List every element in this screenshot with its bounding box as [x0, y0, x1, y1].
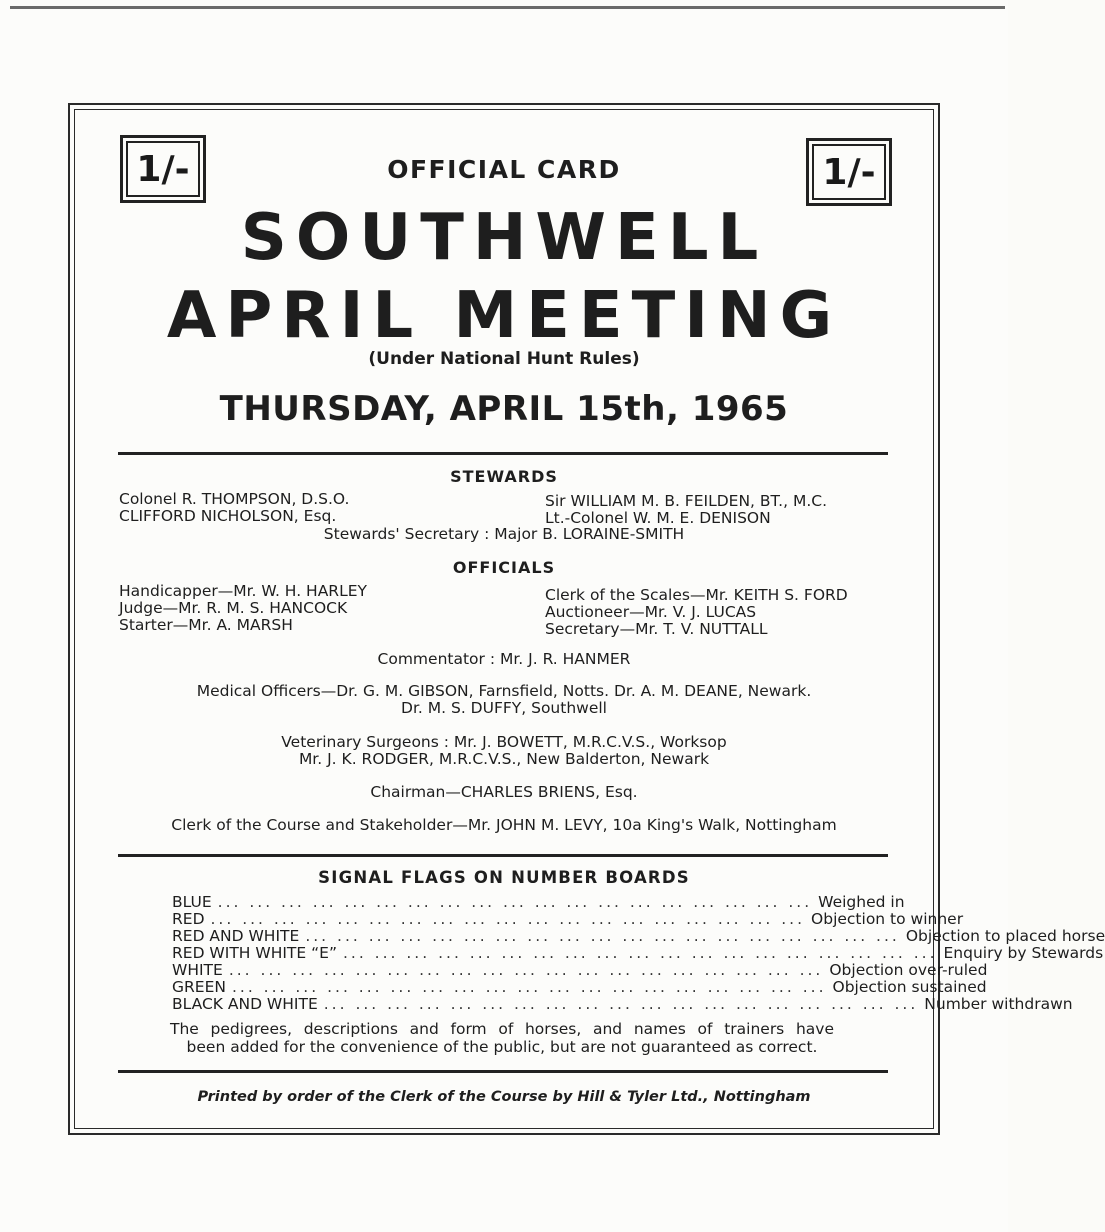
flag-meaning: Number withdrawn — [924, 995, 1073, 1013]
veterinary-surgeons-2: Mr. J. K. RODGER, M.R.C.V.S., New Balderton, Newark — [298, 750, 710, 768]
commentator: Commentator : Mr. J. R. HANMER — [377, 650, 631, 668]
price-badge-left: 1/- — [120, 135, 206, 203]
signal-flags-heading: SIGNAL FLAGS ON NUMBER BOARDS — [318, 868, 690, 887]
steward-right-1: Sir WILLIAM M. B. FEILDEN, BT., M.C. — [545, 492, 827, 510]
flag-meaning: Enquiry by Stewards — [943, 944, 1104, 962]
leader-dots: ... ... ... ... ... ... ... ... ... ... ... ... ... ... ... ... ... ... ... — [231, 978, 827, 996]
stewards-heading: STEWARDS — [450, 467, 558, 486]
official-right-3: Secretary—Mr. T. V. NUTTALL — [545, 620, 768, 638]
flag-row — [172, 927, 1105, 945]
officials-heading: OFFICIALS — [452, 558, 556, 577]
flag-name: WHITE — [172, 961, 223, 979]
flag-row — [172, 893, 905, 911]
flag-name: BLUE — [172, 893, 212, 911]
steward-left-1: Colonel R. THOMPSON, D.S.O. — [119, 490, 350, 508]
price-badge-right: 1/- — [806, 138, 892, 206]
rules-subtitle: (Under National Hunt Rules) — [368, 349, 640, 369]
divider — [118, 1070, 888, 1073]
flag-meaning: Objection to placed horse — [905, 927, 1105, 945]
flag-meaning: Objection to winner — [811, 910, 964, 928]
clerk-of-course: Clerk of the Course and Stakeholder—Mr. JOHN M. LEVY, 10a King's Walk, Nottingham — [171, 816, 837, 834]
medical-officers-1: Medical Officers—Dr. G. M. GIBSON, Farnsfield, Notts. Dr. A. M. DEANE, Newark. — [196, 682, 812, 700]
steward-right-2: Lt.-Colonel W. M. E. DENISON — [545, 509, 771, 527]
flag-name: GREEN — [172, 978, 226, 996]
disclaimer-line-2: been added for the convenience of the public, but are not guaranteed as correct. — [186, 1038, 818, 1056]
official-left-3: Starter—Mr. A. MARSH — [119, 616, 293, 634]
flag-row — [172, 978, 987, 996]
steward-left-2: CLIFFORD NICHOLSON, Esq. — [119, 507, 337, 525]
flag-row — [172, 961, 988, 979]
leader-dots: ... ... ... ... ... ... ... ... ... ... ... ... ... ... ... ... ... ... ... — [323, 995, 919, 1013]
leader-dots: ... ... ... ... ... ... ... ... ... ... ... ... ... ... ... ... ... ... ... — [217, 893, 813, 911]
disclaimer-line-1: The pedigrees, descriptions and form of horses, and names of trainers have — [170, 1020, 834, 1038]
meeting-date: THURSDAY, APRIL 15th, 1965 — [219, 389, 789, 429]
leader-dots: ... ... ... ... ... ... ... ... ... ... ... ... ... ... ... ... ... ... ... — [228, 961, 824, 979]
stewards-secretary: Stewards' Secretary : Major B. LORAINE-SMITH — [323, 525, 685, 543]
printer-credit: Printed by order of the Clerk of the Course by Hill & Tyler Ltd., Nottingham — [197, 1089, 811, 1105]
title-april-meeting: APRIL MEETING — [166, 279, 842, 353]
veterinary-surgeons-1: Veterinary Surgeons : Mr. J. BOWETT, M.R.C.V.S., Worksop — [281, 733, 727, 751]
chairman: Chairman—CHARLES BRIENS, Esq. — [370, 783, 638, 801]
title-southwell: SOUTHWELL — [240, 201, 768, 275]
leader-dots: ... ... ... ... ... ... ... ... ... ... ... ... ... ... ... ... ... ... ... — [342, 944, 938, 962]
flag-row — [172, 944, 1104, 962]
official-right-1: Clerk of the Scales—Mr. KEITH S. FORD — [545, 586, 848, 604]
flag-meaning: Objection over-ruled — [829, 961, 988, 979]
flag-name: RED — [172, 910, 205, 928]
flag-row — [172, 910, 964, 928]
divider — [118, 854, 888, 857]
flag-row — [172, 995, 1073, 1013]
flag-meaning: Objection sustained — [832, 978, 987, 996]
page-edge — [10, 6, 1005, 9]
leader-dots: ... ... ... ... ... ... ... ... ... ... ... ... ... ... ... ... ... ... ... — [210, 910, 806, 928]
flag-name: RED AND WHITE — [172, 927, 300, 945]
flag-meaning: Weighed in — [818, 893, 905, 911]
official-right-2: Auctioneer—Mr. V. J. LUCAS — [545, 603, 757, 621]
leader-dots: ... ... ... ... ... ... ... ... ... ... ... ... ... ... ... ... ... ... ... — [305, 927, 900, 945]
divider — [118, 452, 888, 455]
flag-name: RED WITH WHITE “E” — [172, 944, 337, 962]
official-left-2: Judge—Mr. R. M. S. HANCOCK — [119, 599, 348, 617]
flag-name: BLACK AND WHITE — [172, 995, 318, 1013]
official-left-1: Handicapper—Mr. W. H. HARLEY — [119, 582, 367, 600]
medical-officers-2: Dr. M. S. DUFFY, Southwell — [401, 699, 607, 717]
official-card-label: OFFICIAL CARD — [387, 155, 621, 184]
